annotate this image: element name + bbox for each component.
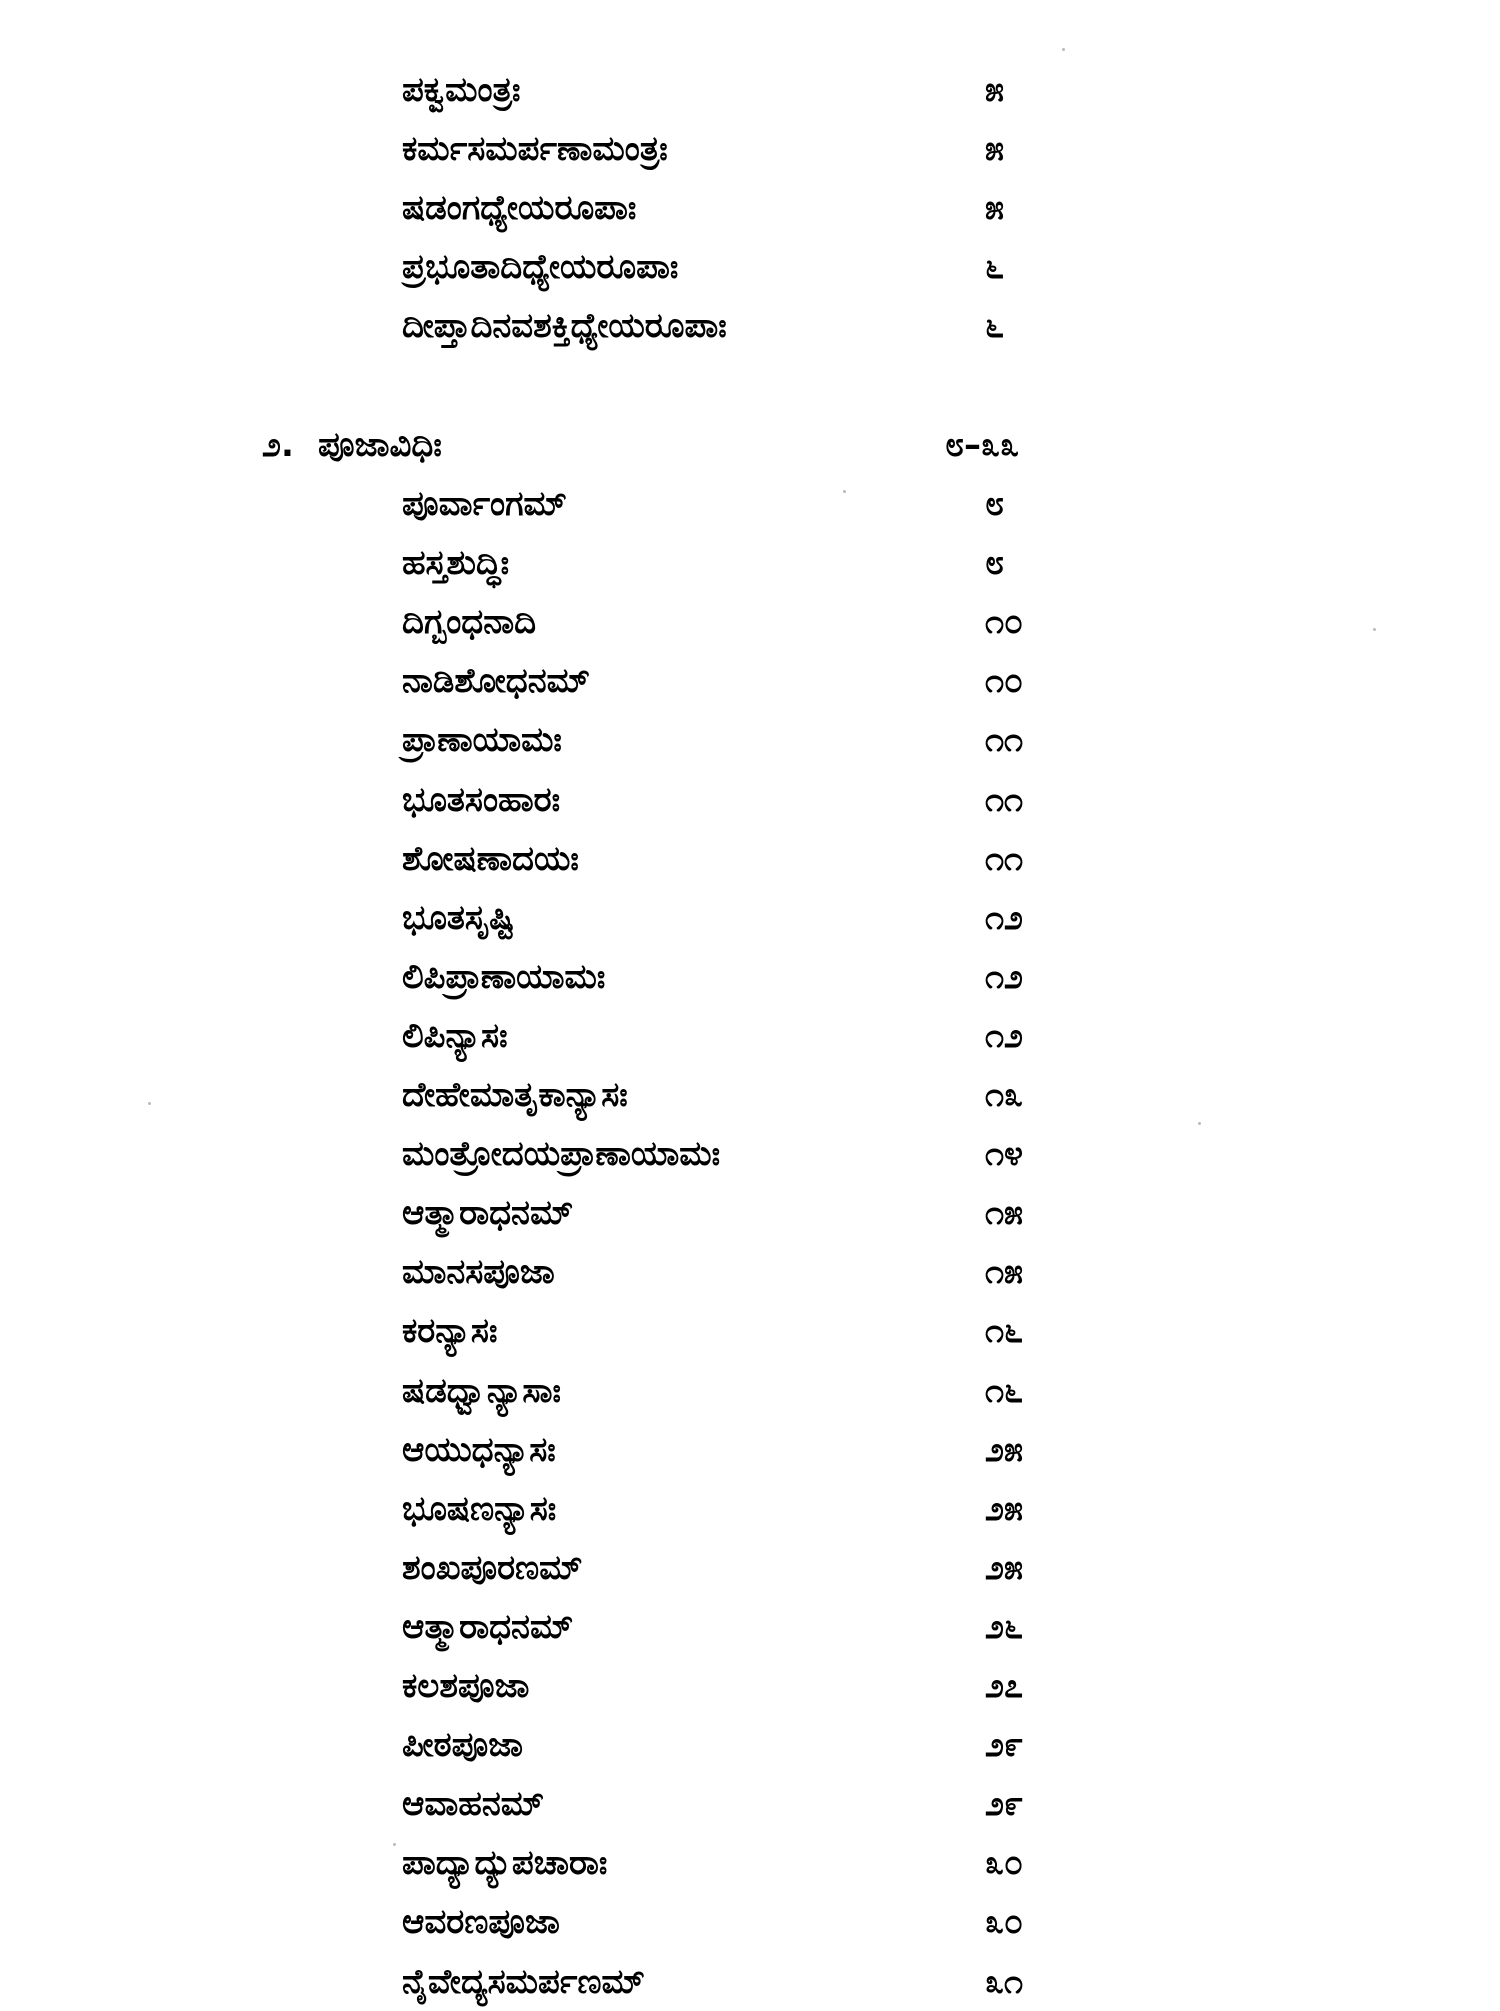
entry-title: ಕಲಶಪೂಜಾ — [402, 1666, 530, 1706]
entry-title: ಪಾದ್ಯಾದ್ಯುಪಚಾರಾಃ — [402, 1843, 608, 1883]
entry-title: ಲಿಪಿಪ್ರಾಣಾಯಾಮಃ — [402, 957, 606, 997]
entry-page: ೨೯ — [985, 1725, 1024, 1765]
entry-page: ೬ — [985, 247, 1005, 287]
entry-title: ದೇಹೇಮಾತೃಕಾನ್ಯಾಸಃ — [402, 1075, 628, 1115]
entry-page: ೧೧ — [985, 839, 1024, 879]
entry-page: ೫ — [985, 129, 1005, 169]
entry-page: ೫ — [985, 188, 1005, 228]
entry-title: ಆವಾಹನಮ್ — [402, 1784, 545, 1824]
scan-speck — [1373, 628, 1376, 631]
entry-page: ೧೬ — [985, 1311, 1024, 1351]
entry-title: ನೈವೇದ್ಯಸಮರ್ಪಣಮ್ — [402, 1962, 645, 2002]
entry-page: ೧೧ — [985, 720, 1024, 760]
scan-speck — [1062, 48, 1065, 51]
entry-title: ಪೂರ್ವಾಂಗಮ್ — [402, 484, 567, 524]
entry-title: ಹಸ್ತಶುದ್ಧಿಃ — [402, 543, 510, 583]
entry-title: ಪೀಠಪೂಜಾ — [402, 1725, 524, 1765]
entry-title: ದಿಗ್ಬಂಧನಾದಿ — [402, 602, 537, 642]
entry-page: ೫ — [985, 70, 1005, 110]
entry-page: ೧೪ — [985, 1134, 1024, 1174]
entry-title: ಶೋಷಣಾದಯಃ — [402, 839, 579, 879]
entry-title: ಲಿಪಿನ್ಯಾಸಃ — [402, 1016, 508, 1056]
entry-page: ೧೨ — [985, 1016, 1024, 1056]
entry-page: ೨೯ — [985, 1784, 1024, 1824]
entry-page: ೨೬ — [985, 1607, 1024, 1647]
entry-page: ೨೫ — [985, 1489, 1024, 1529]
entry-page: ೩೦ — [985, 1843, 1024, 1883]
entry-title: ಆತ್ಮಾರಾಧನಮ್ — [402, 1607, 574, 1647]
entry-title: ಭೂತಸಂಹಾರಃ — [402, 780, 561, 820]
entry-page: ೨೫ — [985, 1430, 1024, 1470]
section-page-range: ೮–೩೩ — [945, 425, 1020, 465]
entry-title: ಕರ್ಮಸಮರ್ಪಣಾಮಂತ್ರಃ — [402, 129, 668, 169]
scan-speck — [393, 1843, 396, 1846]
entry-page: ೩೦ — [985, 1902, 1024, 1942]
entry-title: ಶಂಖಪೂರಣಮ್ — [402, 1548, 583, 1588]
scan-speck — [843, 490, 846, 493]
entry-title: ಷಡಂಗಧ್ಯೇಯರೂಪಾಃ — [402, 188, 637, 228]
entry-title: ಆಯುಧನ್ಯಾಸಃ — [402, 1430, 556, 1470]
entry-page: ೧೫ — [985, 1252, 1024, 1292]
entry-page: ೨೫ — [985, 1548, 1024, 1588]
entry-page: ೧೫ — [985, 1193, 1024, 1233]
entry-page: ೮ — [985, 543, 1005, 583]
scan-speck — [1198, 1122, 1201, 1125]
scan-speck — [148, 1102, 151, 1105]
entry-title: ಪ್ರಭೂತಾದಿಧ್ಯೇಯರೂಪಾಃ — [402, 247, 679, 287]
entry-title: ನಾಡಿಶೋಧನಮ್ — [402, 661, 591, 701]
entry-page: ೧೦ — [985, 602, 1024, 642]
entry-title: ಷಡಧ್ವಾನ್ಯಾಸಾಃ — [402, 1371, 561, 1411]
entry-title: ಆವರಣಪೂಜಾ — [402, 1902, 560, 1942]
section-number: ೨. — [262, 425, 294, 465]
entry-title: ಭೂತಸೃಷ್ಟಿ — [402, 898, 515, 938]
entry-page: ೧೨ — [985, 898, 1024, 938]
entry-page: ೧೬ — [985, 1371, 1024, 1411]
entry-page: ೧೨ — [985, 957, 1024, 997]
entry-title: ಆತ್ಮಾರಾಧನಮ್ — [402, 1193, 574, 1233]
entry-title: ಪಕ್ವಮಂತ್ರಃ — [402, 70, 521, 110]
entry-page: ೮ — [985, 484, 1005, 524]
entry-page: ೧೦ — [985, 661, 1024, 701]
entry-page: ೧೧ — [985, 780, 1024, 820]
entry-page: ೩೧ — [985, 1962, 1024, 2002]
entry-title: ಮಂತ್ರೋದಯಪ್ರಾಣಾಯಾಮಃ — [402, 1134, 721, 1174]
entry-title: ಕರನ್ಯಾಸಃ — [402, 1311, 498, 1351]
entry-page: ೧೩ — [985, 1075, 1024, 1115]
entry-title: ಮಾನಸಪೂಜಾ — [402, 1252, 555, 1292]
section-title: ಪೂಜಾವಿಧಿಃ — [318, 425, 442, 465]
entry-title: ಪ್ರಾಣಾಯಾಮಃ — [402, 720, 562, 760]
entry-title: ಭೂಷಣನ್ಯಾಸಃ — [402, 1489, 557, 1529]
entry-page: ೨೭ — [985, 1666, 1024, 1706]
entry-page: ೬ — [985, 306, 1005, 346]
entry-title: ದೀಪ್ತಾದಿನವಶಕ್ತಿಧ್ಯೇಯರೂಪಾಃ — [402, 306, 727, 346]
